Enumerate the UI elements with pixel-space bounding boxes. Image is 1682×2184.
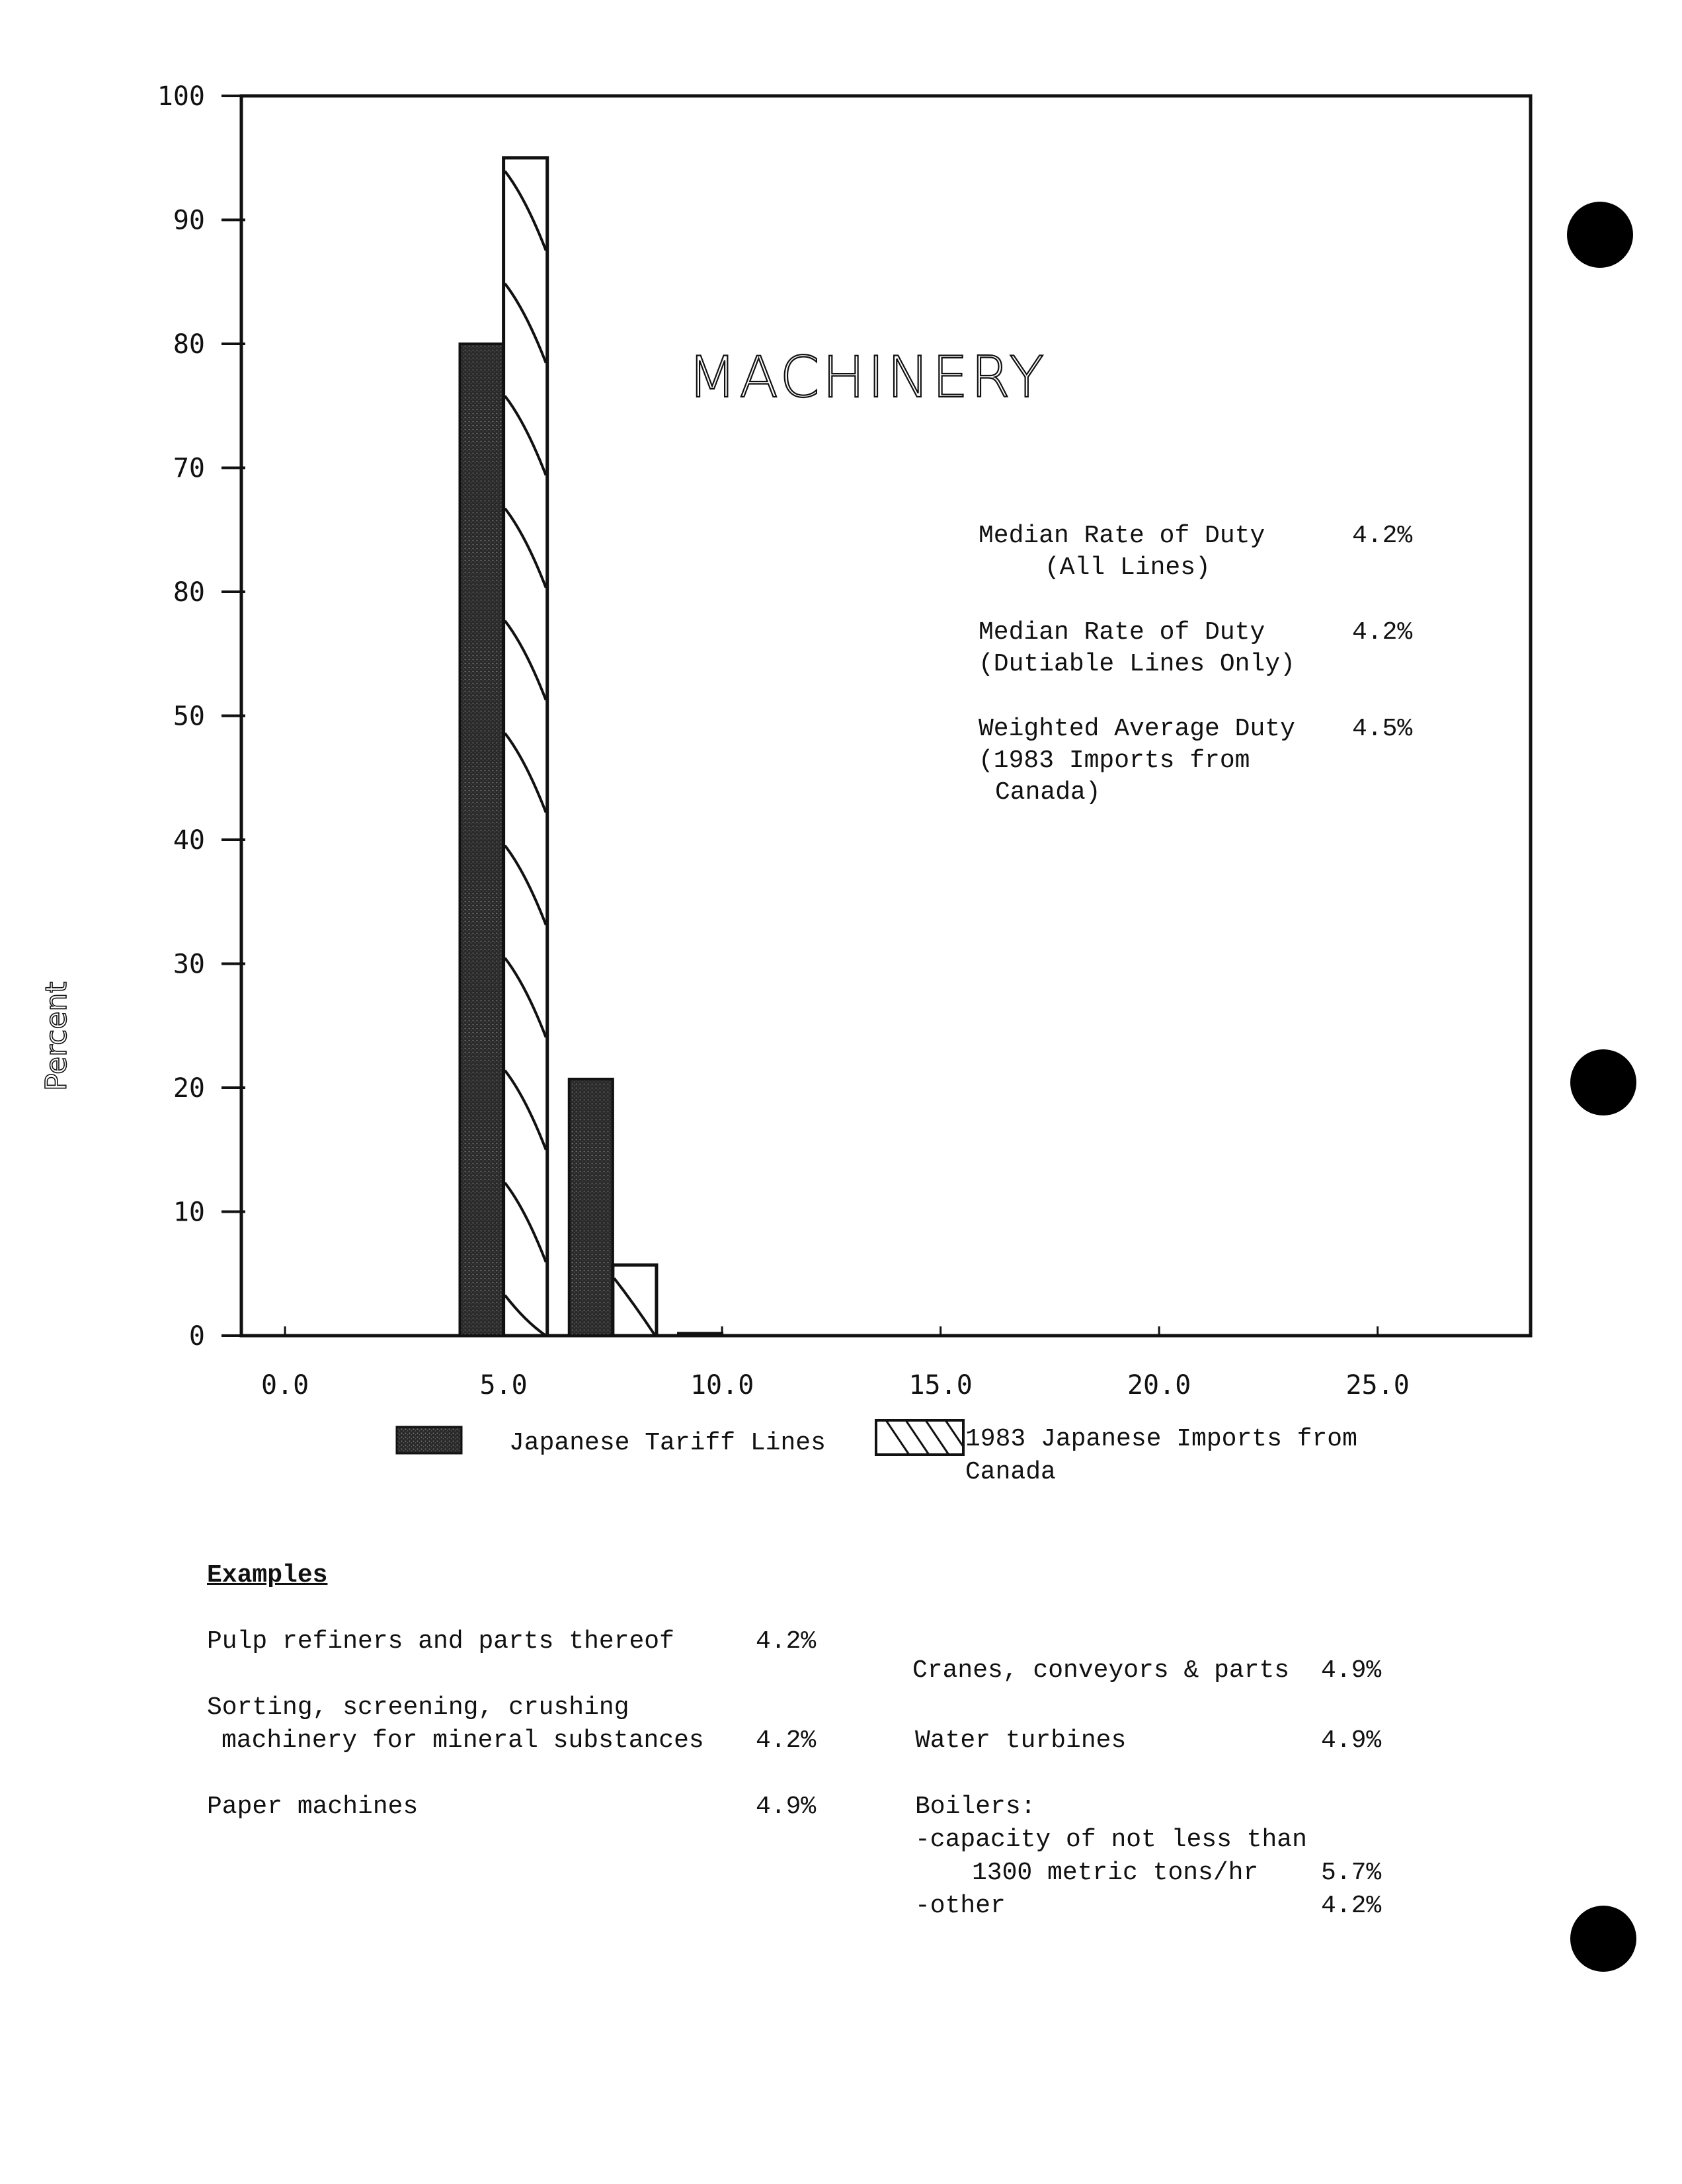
y-tick-label-70: 70 [173, 453, 205, 484]
y-tick-label-100: 100 [157, 81, 205, 112]
x-axis [261, 1326, 1410, 1400]
examples-heading: Examples [207, 1561, 328, 1590]
example-left-name-2: Sorting, screening, crushing [207, 1693, 629, 1722]
example-right-name-4: -capacity of not less than [915, 1826, 1307, 1854]
example-right-value-1: 4.9% [1321, 1656, 1382, 1685]
example-right-name-2: Water turbines [915, 1726, 1127, 1755]
bar-tariff-lines-10 [678, 1333, 722, 1336]
example-right-name-3: Boilers: [915, 1793, 1036, 1821]
x-tick-label-20.0: 20.0 [1127, 1370, 1191, 1400]
y-tick-label-10: 10 [173, 1197, 205, 1228]
info-sub-2: (Dutiable Lines Only) [979, 650, 1295, 678]
example-right-name-6: -other [915, 1892, 1006, 1920]
info-value-1: 4.2% [1352, 522, 1413, 550]
example-left-value-1: 4.2% [756, 1627, 817, 1656]
plot-frame [241, 96, 1531, 1336]
legend-swatch-imports [876, 1420, 963, 1455]
info-block [979, 522, 1412, 807]
legend-label-imports-line1: 1983 Japanese Imports from [965, 1425, 1357, 1453]
legend [397, 1420, 1357, 1486]
example-left-name-3: Paper machines [207, 1793, 419, 1821]
info-value-3: 4.5% [1352, 715, 1413, 743]
example-left-value-3: 4.9% [756, 1793, 817, 1821]
y-tick-label-30: 30 [173, 949, 205, 980]
example-right-value-5: 5.7% [1321, 1859, 1382, 1887]
example-right-value-2: 4.9% [1321, 1726, 1382, 1755]
y-tick-label-20: 20 [173, 1073, 205, 1104]
info-sub-3: (1983 Imports from [979, 747, 1250, 775]
y-tick-label-60: 80 [173, 577, 205, 608]
example-left-value-2: 4.2% [756, 1726, 817, 1755]
bar-imports-7.5 [613, 1265, 657, 1336]
y-tick-label-80: 80 [173, 329, 205, 360]
bars [460, 158, 723, 1336]
x-tick-label-10.0: 10.0 [690, 1370, 754, 1400]
example-left-name-1: Pulp refiners and parts thereof [207, 1627, 674, 1656]
bar-tariff-lines-5 [460, 344, 504, 1336]
bar-imports-5 [504, 158, 547, 1336]
bar-tariff-lines-7.5 [569, 1079, 613, 1336]
y-axis-label: Percent [40, 981, 73, 1091]
x-tick-label-25.0: 25.0 [1345, 1370, 1410, 1400]
chart-title: MACHINERY [688, 344, 1047, 411]
info-value-2: 4.2% [1352, 618, 1413, 647]
info-label-1: Median Rate of Duty [979, 522, 1265, 550]
x-tick-label-0.0: 0.0 [260, 1370, 309, 1400]
info-sub-1: (All Lines) [1045, 553, 1211, 582]
example-right-value-6: 4.2% [1321, 1892, 1382, 1920]
info-sub-3b: Canada) [995, 778, 1101, 807]
example-right-name-5: 1300 metric tons/hr [972, 1859, 1259, 1887]
y-tick-label-0: 0 [188, 1321, 205, 1352]
example-right-name-1: Cranes, conveyors & parts [912, 1656, 1290, 1685]
info-label-3: Weighted Average Duty [979, 715, 1295, 743]
legend-label-imports-line2: Canada [965, 1458, 1056, 1486]
y-tick-label-40: 40 [173, 825, 205, 856]
x-tick-label-5.0: 5.0 [479, 1370, 528, 1400]
legend-swatch-tariff-lines [397, 1427, 461, 1453]
x-tick-label-15.0: 15.0 [908, 1370, 973, 1400]
info-label-2: Median Rate of Duty [979, 618, 1265, 647]
punch-hole-bottom [1570, 1906, 1636, 1972]
legend-label-tariff-lines: Japanese Tariff Lines [509, 1429, 826, 1457]
y-axis [157, 81, 245, 1352]
example-left-name-2b: machinery for mineral substances [221, 1726, 704, 1755]
y-tick-label-50: 50 [173, 701, 205, 732]
y-tick-label-90: 90 [173, 205, 205, 236]
